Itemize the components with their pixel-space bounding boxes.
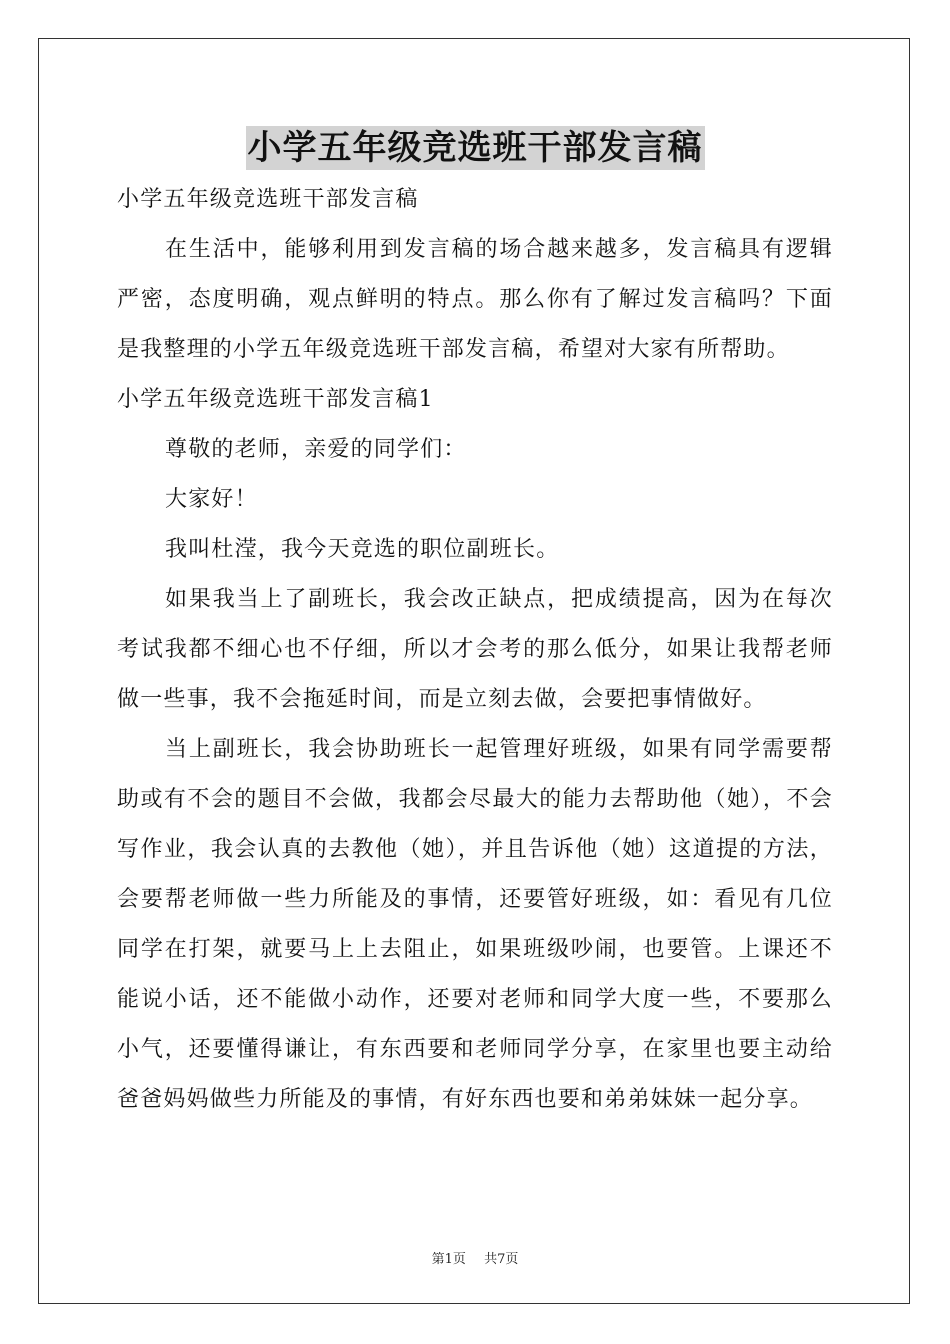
greeting-paragraph: 大家好！ bbox=[165, 487, 258, 512]
intro-paragraph: 在生活中，能够利用到发言稿的场合越来越多，发言稿具有逻辑严密，态度明确，观点鲜明的特点。那么你有了解过发言稿吗？下面是我整理的小学五年级竞选班干部发言稿，希望对大家有所帮助。 bbox=[117, 237, 833, 362]
page-footer bbox=[0, 1248, 950, 1267]
body-paragraph: 如果我当上了副班长，我会改正缺点，把成绩提高，因为在每次考试我都不细心也不仔细，所以才会考的那么低分，如果让我帮老师做一些事，我不会拖延时间，而是立刻去做，会要把事情做好。 bbox=[117, 587, 833, 712]
body-paragraph: 当上副班长，我会协助班长一起管理好班级，如果有同学需要帮助或有不会的题目不会做，我都会尽最大的能力去帮助他（她），不会写作业，我会认真的去教他（她），并且告诉他（她）这道提的方法，会要帮老师做一些力所能及的事情，还要管好班级，如：看见有几位同学在打架，就要马上上去阻止，如果班级吵闹，也要管。上课还不能说小话，还不能做小动作，还要对老师和同学大度一些，不要那么小气，还要懂得谦让，有东西要和老师同学分享，在家里也要主动给爸爸妈妈做些力所能及的事情，有好东西也要和弟弟妹妹一起分享。 bbox=[117, 737, 833, 1112]
self-intro-paragraph: 我叫杜滢，我今天竞选的职位副班长。 bbox=[165, 537, 560, 562]
document-body bbox=[117, 175, 833, 1125]
page-number: 第1页 bbox=[431, 1252, 466, 1267]
section-heading: 小学五年级竞选班干部发言稿1 bbox=[117, 387, 434, 412]
page-total: 共7页 bbox=[484, 1252, 519, 1267]
salutation-paragraph: 尊敬的老师，亲爱的同学们： bbox=[165, 437, 467, 462]
document-title: 小学五年级竞选班干部发言稿 bbox=[247, 128, 703, 168]
title-container bbox=[0, 126, 950, 170]
subtitle-paragraph: 小学五年级竞选班干部发言稿 bbox=[117, 187, 419, 212]
